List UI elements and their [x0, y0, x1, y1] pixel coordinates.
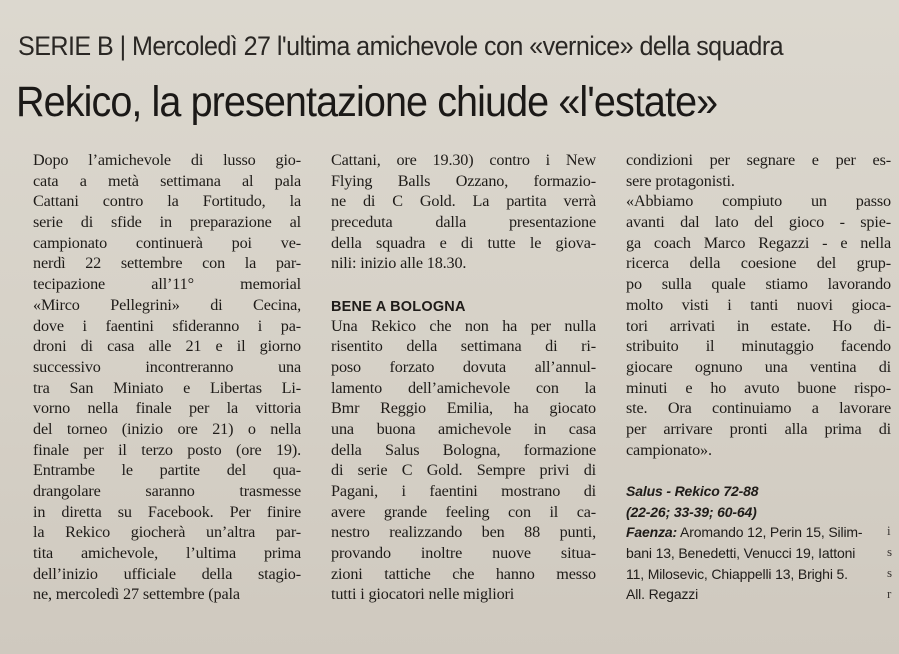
text-line: Pagani, i faentini mostrano di: [331, 482, 596, 500]
text-line: droni di casa alle 21 e il giorno: [33, 337, 301, 356]
text-line: della squadra e di tutte le giova-: [331, 233, 596, 252]
text-line: dove i faentini sfideranno i pa-: [33, 316, 301, 335]
text-line: campionato».: [626, 440, 712, 459]
text-line: Entrambe le partite del qua-: [33, 461, 301, 480]
text-line: campionato continuerà poi ve-: [33, 233, 301, 252]
text-line: Cattani, ore 19.30) contro i New: [331, 151, 596, 169]
text-line: lamento dell’amichevole con la: [331, 378, 596, 397]
text-line: la Rekico giocherà un’altra par-: [33, 523, 301, 542]
column-2: [331, 150, 596, 605]
text-line: ste. Ora continuiamo a lavorare: [626, 399, 891, 418]
text-line: vorno nella finale per la vittoria: [33, 399, 301, 418]
edge-letter: r: [887, 586, 892, 601]
section-subhead: BENE A BOLOGNA: [331, 298, 466, 315]
text-line: stribuito il minutaggio facendo: [626, 337, 891, 356]
text-line: Dopo l’amichevole di lusso gio-: [33, 151, 301, 169]
text-line: finale per il terzo posto (ore 19).: [33, 440, 301, 459]
text-line: Una Rekico che non ha per nulla: [331, 316, 596, 335]
text-line: molto visti i tanti nuovi gioca-: [626, 295, 891, 314]
text-line: nili: inizio alle 18.30.: [331, 254, 467, 273]
text-line: po sulla quale stiamo lavorando: [626, 275, 891, 294]
text-line: condizioni per segnare e per es-: [626, 151, 891, 169]
text-line: minuti e ho avuto buone rispo-: [626, 378, 891, 397]
text-line: ga coach Marco Regazzi - e nella: [626, 233, 891, 252]
lineup-team: Faenza:: [626, 524, 678, 541]
text-line: ne, mercoledì 27 settembre (pala: [33, 585, 240, 604]
text-line: avere grande feeling con il ca-: [331, 502, 596, 521]
text-line: del torneo (inizio ore 21) o nella: [33, 419, 301, 438]
text-line: dell’inizio ufficiale della stagio-: [33, 564, 301, 583]
paragraph-gap: [626, 460, 891, 481]
text-line: tutti i giocatori nelle migliori: [331, 585, 515, 604]
kicker: SERIE B | Mercoledì 27 l'ultima amichevole con «vernice» della squadra: [18, 31, 784, 61]
column-1: [33, 150, 301, 605]
score-line: Salus - Rekico 72-88: [626, 483, 759, 499]
text-line: della Salus Bologna, formazione: [331, 440, 596, 459]
edge-letter: s: [887, 544, 893, 559]
text-line: tra San Miniato e Libertas Li-: [33, 378, 301, 397]
text-line: ne di C Gold. La partita verrà: [331, 192, 596, 211]
text-line: sere protagonisti.: [626, 171, 735, 190]
text-line: nerdì 22 settembre con la par-: [33, 254, 301, 273]
text-line: Bmr Reggio Emilia, ha giocato: [331, 399, 596, 418]
text-line: «Abbiamo compiuto un passo: [626, 192, 891, 211]
text-line: drangolare saranno trasmesse: [33, 482, 301, 500]
text-line: tita amichevole, l’ultima prima: [33, 544, 301, 563]
text-line: per arrivare pronti alla prima di: [626, 419, 891, 438]
text-line: serie di sfide in preparazione al: [33, 213, 301, 232]
edge-letter: s: [887, 565, 893, 580]
text-line: di serie C Gold. Sempre privi di: [331, 461, 596, 480]
edge-letter: i: [887, 523, 891, 538]
headline: Rekico, la presentazione chiude «l'estate»: [16, 78, 718, 126]
text-line: «Mirco Pellegrini» di Cecina,: [33, 295, 301, 314]
column-3: [626, 150, 891, 605]
text-line: tori arrivati in estate. Ho di-: [626, 316, 891, 335]
lineup-line-1: Faenza: Aromando 12, Perin 15, Silim-: [626, 524, 863, 541]
text-line: in diretta su Facebook. Per finire: [33, 502, 301, 521]
text-line: Flying Balls Ozzano, formazio-: [331, 171, 596, 190]
text-line: Cattani contro la Fortitudo, la: [33, 192, 301, 211]
lineup-line-4: All. Regazzi: [626, 586, 699, 603]
lineup-line-2: bani 13, Benedetti, Venucci 19, Iattoni: [626, 545, 856, 562]
adjacent-column-edge: [887, 520, 897, 604]
text-line: successivo incontreranno una: [33, 357, 301, 376]
text-line: avanti dal lato del gioco - spie-: [626, 213, 891, 232]
text-line: giocare ognuno una ventina di: [626, 357, 891, 376]
text-line: risentito della settimana di ri-: [331, 337, 596, 356]
lineup: [626, 522, 891, 605]
text-line: nestro realizzando ben 88 punti,: [331, 523, 596, 542]
paragraph-gap: [331, 274, 596, 295]
text-line: una buona amichevole in casa: [331, 419, 596, 438]
text-line: ricerca della coesione del grup-: [626, 254, 891, 273]
text-line: provando inoltre nuove situa-: [331, 544, 596, 563]
text-line: zioni tattiche che hanno messo: [331, 564, 596, 583]
text-line: preceduta dalla presentazione: [331, 213, 596, 232]
lineup-line-3: 11, Milosevic, Chiappelli 13, Brighi 5.: [626, 565, 848, 582]
quarter-scores: (22-26; 33-39; 60-64): [626, 503, 757, 520]
text-line: tecipazione all’11° memorial: [33, 275, 301, 294]
text-line: cata a metà settimana al pala: [33, 171, 301, 190]
text-line: poso forzato dovuta all’annul-: [331, 357, 596, 376]
